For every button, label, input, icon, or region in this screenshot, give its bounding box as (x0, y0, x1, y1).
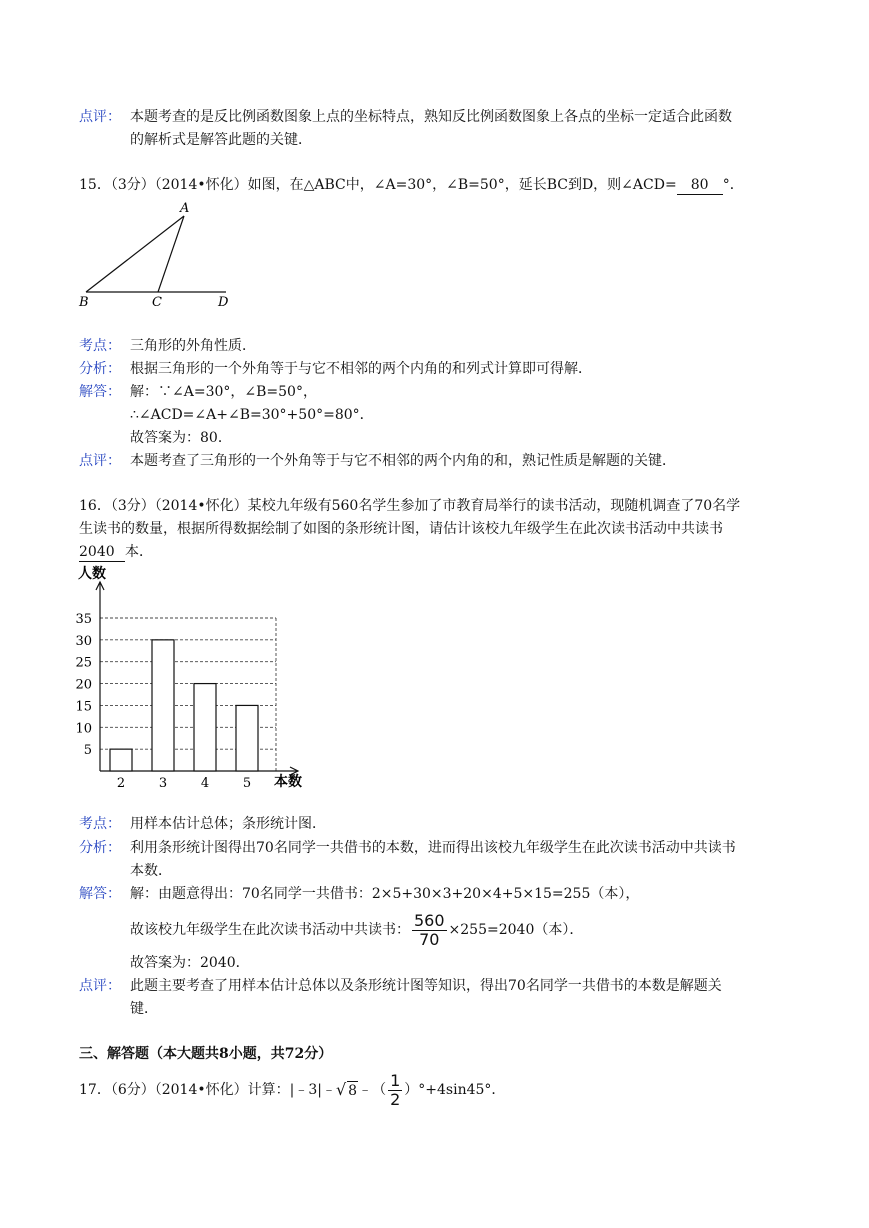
jieda-text: 故该校九年级学生在此次读书活动中共读书： (130, 922, 410, 938)
stem-text: 17．（6分）（2014•怀化）计算：|﹣3|﹣ (79, 1082, 336, 1098)
answer-blank: 2040 (79, 543, 125, 562)
comment-line: 的解析式是解答此题的关键． (130, 132, 312, 148)
label-a: A (180, 201, 190, 216)
label-d: D (218, 295, 229, 310)
question-17-stem (79, 1068, 505, 1112)
bar (236, 705, 258, 771)
bar-chart (70, 560, 320, 795)
jieda-line (130, 908, 583, 952)
fenxi-tag: 分析： (79, 361, 121, 377)
fraction-denominator: 70 (419, 929, 440, 949)
x-tick-label: 3 (158, 776, 168, 791)
jieda-line: 解：由题意得出：70名同学一共借书：2×5+30×3+20×4+5×15=255（本）， (130, 886, 640, 902)
y-tick-label: 30 (75, 633, 92, 649)
dianping-text: 本题考查了三角形的一个外角等于与它不相邻的两个内角的和，熟记性质是解题的关键． (130, 453, 676, 469)
bar (110, 749, 132, 771)
bar (194, 684, 216, 771)
bar (152, 640, 174, 771)
fraction (412, 910, 447, 949)
answer-blank: 80 (677, 176, 723, 195)
kaodian-tag: 考点： (79, 338, 121, 354)
jieda-line: ∴∠ACD=∠A+∠B=30°+50°=80°． (130, 407, 374, 423)
sqrt-icon: √ (335, 1080, 347, 1099)
fenxi-line: 利用条形统计图得出70名同学一共借书的本数，进而得出该校九年级学生在此次读书活动中共读书 (130, 840, 736, 856)
fraction-numerator: 560 (414, 910, 445, 930)
jieda-tag: 解答： (79, 384, 121, 400)
x-axis-label: 本数 (274, 774, 302, 790)
jieda-line: 故答案为：80． (130, 430, 232, 446)
dianping-line: 键． (130, 1001, 158, 1017)
kaodian-text: 三角形的外角性质． (130, 338, 256, 354)
label-c: C (152, 295, 162, 310)
label-b: B (79, 295, 89, 310)
fenxi-text: 根据三角形的一个外角等于与它不相邻的两个内角的和列式计算即可得解． (130, 361, 592, 377)
dianping-tag: 点评： (79, 453, 121, 469)
section-heading: 三、解答题（本大题共8小题，共72分） (79, 1046, 333, 1062)
comment-line: 本题考查的是反比例函数图象上点的坐标特点，熟知反比例函数图象上各点的坐标一定适合此函数 (130, 109, 732, 125)
dianping-tag: 点评： (79, 978, 121, 994)
question-16-stem: 生读书的数量，根据所得数据绘制了如图的条形统计图，请估计该校九年级学生在此次读书活动中共读书 (79, 521, 723, 537)
stem-text-after: ）°+4sin45°． (404, 1082, 506, 1098)
question-16-stem: 16．（3分）（2014•怀化）某校九年级有560名学生参加了市教育局举行的读书活动，现随机调查了70名学 (79, 498, 741, 514)
dianping-line: 此题主要考查了用样本估计总体以及条形统计图等知识，得出70名同学一共借书的本数是解题关 (130, 978, 722, 994)
comment-tag: 点评： (79, 109, 121, 125)
sqrt-argument: 8 (348, 1082, 358, 1099)
jieda-line: 解：∵∠A=30°，∠B=50°， (130, 384, 317, 400)
y-tick-label: 15 (75, 699, 92, 715)
x-tick-label: 2 (116, 776, 126, 791)
fenxi-line: 本数． (130, 863, 172, 879)
fraction (388, 1070, 402, 1109)
fenxi-tag: 分析： (79, 840, 121, 856)
fraction-numerator: 1 (390, 1070, 401, 1090)
x-tick-label: 4 (200, 776, 210, 791)
y-tick-label: 25 (75, 655, 92, 671)
stem-text-after: 本． (125, 544, 153, 560)
kaodian-tag: 考点： (79, 816, 121, 832)
y-tick-label: 5 (83, 743, 92, 759)
jieda-tag: 解答： (79, 886, 121, 902)
jieda-text: ×255=2040（本）． (448, 922, 584, 938)
y-tick-label: 35 (75, 612, 92, 627)
y-tick-label: 10 (75, 721, 92, 737)
question-15-stem (79, 176, 744, 195)
x-tick-label: 5 (242, 776, 252, 791)
y-axis-label: 人数 (78, 566, 106, 582)
jieda-line: 故答案为：2040． (130, 955, 250, 971)
stem-text: 15．（3分）（2014•怀化）如图，在△ABC中，∠A=30°，∠B=50°，延长BC到D，则∠ACD= (79, 177, 677, 193)
triangle-figure (76, 198, 246, 310)
segment-ba (86, 216, 184, 292)
fraction-denominator: 2 (390, 1089, 401, 1109)
segment-ac (158, 216, 184, 292)
stem-text-after: °． (722, 177, 744, 193)
y-tick-label: 20 (75, 677, 92, 693)
kaodian-text: 用样本估计总体；条形统计图． (130, 816, 326, 832)
stem-text: ﹣（ (358, 1082, 387, 1098)
